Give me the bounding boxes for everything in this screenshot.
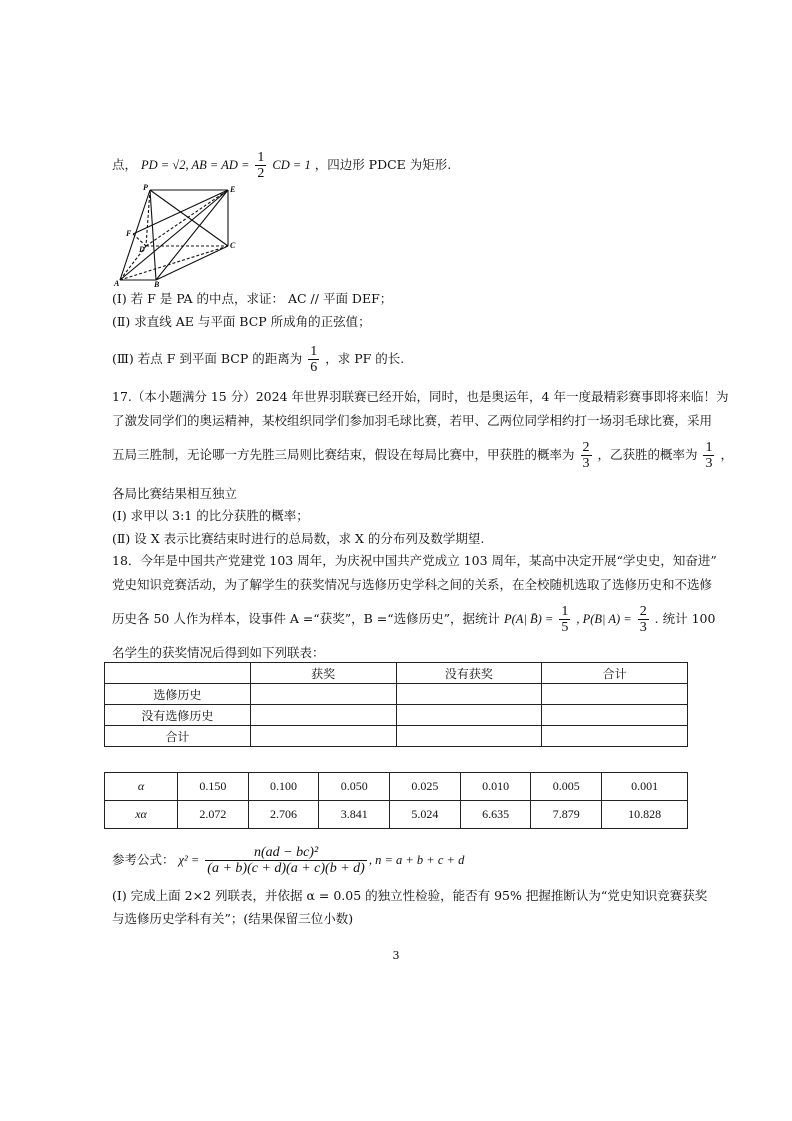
- label-e: E: [230, 185, 236, 194]
- table-cell: [542, 705, 688, 726]
- page-number: 3: [392, 949, 400, 962]
- x-label: xα: [105, 801, 178, 829]
- q17-line2: 了激发同学们的奥运精神，某校组织同学们参加羽毛球比赛，若甲、乙两位同学相约打一场羽毛球比赛，采用: [112, 413, 713, 428]
- q18-line3: [112, 602, 715, 636]
- edge-ac: [120, 246, 228, 280]
- edge-pa: [120, 190, 150, 280]
- table-row: [105, 705, 688, 726]
- q17-line3-suffix: ，: [720, 447, 733, 462]
- table-row: [105, 684, 688, 705]
- alpha-value: 0.050: [319, 773, 390, 801]
- q18-line4: 名学生的获奖情况后得到如下列联表：: [112, 645, 325, 660]
- chi-num: n(ad − bc)²: [205, 845, 367, 861]
- table-cell: [250, 726, 396, 747]
- chi-fraction: [205, 845, 367, 876]
- table-cell: [396, 705, 542, 726]
- q16-part3-frac-den: 6: [310, 360, 318, 375]
- table-row-label: 没有选修历史: [105, 705, 251, 726]
- q17-line3-prefix: 五局三胜制，无论哪一方先胜三局则比赛结束，假设在每局比赛中，甲获胜的概率为: [112, 447, 575, 462]
- q16-cond-suffix: ，四边形 PDCE 为矩形.: [314, 157, 452, 172]
- q17-lose-num: 1: [705, 440, 713, 455]
- q16-part3-prefix: (Ⅲ) 若点 F 到平面 BCP 的距离为: [112, 351, 303, 366]
- table-cell: [396, 684, 542, 705]
- label-c: C: [230, 241, 236, 250]
- q16-cond-prefix: 点，: [112, 157, 138, 172]
- alpha-value: 0.010: [460, 773, 531, 801]
- q18-part1-line1: (Ⅰ) 完成上面 2×2 列联表，并依据 α = 0.05 的独立性检验，能否有 95% 把握推断认为“党史知识竞赛获奖: [112, 888, 708, 903]
- label-p: P: [143, 184, 148, 192]
- label-a: A: [114, 279, 120, 288]
- q16-part2: (Ⅱ) 求直线 AE 与平面 BCP 所成角的正弦值；: [112, 314, 371, 329]
- q18-line2: 党史知识竞赛活动，为了解学生的获奖情况与选修历史学科之间的关系，在全校随机选取了选修历史和不选修: [112, 577, 713, 592]
- label-f: F: [126, 229, 132, 238]
- q16-part3: [112, 342, 404, 376]
- table-row-label: 选修历史: [105, 684, 251, 705]
- q17-line3: [112, 438, 733, 472]
- reference-formula: [112, 842, 464, 878]
- q17-win-den: 3: [582, 456, 590, 471]
- alpha-label: α: [105, 773, 178, 801]
- q18-p1-fraction: [559, 604, 570, 635]
- q18-p1-den: 5: [561, 620, 569, 635]
- q18-p1-num: 1: [561, 604, 569, 619]
- x-value: 5.024: [390, 801, 461, 829]
- table-header-cell: 获奖: [250, 663, 396, 684]
- alpha-row: [105, 773, 688, 801]
- q16-part1: (Ⅰ) 若 F 是 PA 的中点，求证： AC // 平面 DEF；: [112, 291, 393, 306]
- alpha-value: 0.001: [602, 773, 688, 801]
- x-value: 6.635: [460, 801, 531, 829]
- q17-part2: (Ⅱ) 设 X 表示比赛结束时进行的总局数，求 X 的分布列及数学期望.: [112, 531, 485, 546]
- table-cell: [250, 705, 396, 726]
- table-row-label: 合计: [105, 726, 251, 747]
- q16-cond-fraction: [255, 150, 266, 181]
- x-value: 3.841: [319, 801, 390, 829]
- alpha-value: 0.005: [531, 773, 602, 801]
- edge-pc: [150, 190, 228, 246]
- table-row: [105, 726, 688, 747]
- x-value: 2.072: [178, 801, 249, 829]
- q18-p2-den: 3: [639, 620, 647, 635]
- x-value: 2.706: [248, 801, 319, 829]
- table-cell: [542, 684, 688, 705]
- geometry-figure: [110, 184, 240, 288]
- x-row: [105, 801, 688, 829]
- chi-label: χ² =: [178, 853, 200, 867]
- q17-part1: (Ⅰ) 求甲以 3:1 的比分获胜的概率；: [112, 508, 309, 523]
- q16-cond-frac-num: 1: [257, 150, 265, 165]
- q18-line3-suffix: . 统计 100: [654, 611, 716, 626]
- q16-part3-suffix: ，求 PF 的长.: [325, 351, 405, 366]
- q17-line1: 17.（本小题满分 15 分）2024 年世界羽联赛已经开始，同时，也是奥运年，4 年一度最精彩赛事即将来临！为: [112, 389, 729, 404]
- q16-cond-formula-a: PD = √2, AB = AD =: [141, 158, 250, 172]
- x-value: 10.828: [602, 801, 688, 829]
- edge-pb: [150, 190, 156, 280]
- table-cell: [250, 684, 396, 705]
- q17-line4: 各局比赛结果相互独立: [112, 486, 238, 501]
- ref-label: 参考公式：: [112, 852, 175, 867]
- q18-p2-num: 2: [639, 604, 647, 619]
- contingency-table: [104, 662, 688, 747]
- q18-line3-prefix: 历史各 50 人作为样本，设事件 A =“获奖”，B =“选修历史”，据统计: [112, 611, 500, 626]
- edge-bc: [156, 246, 228, 280]
- alpha-value: 0.025: [390, 773, 461, 801]
- critical-value-table: [104, 772, 688, 829]
- edge-be: [156, 190, 228, 280]
- q18-p2-fraction: [638, 604, 649, 635]
- label-b: B: [154, 280, 160, 288]
- chi-den: (a + b)(c + d)(a + c)(b + d): [207, 861, 365, 876]
- q17-lose-prob: [703, 440, 714, 471]
- q16-part3-frac-num: 1: [310, 344, 318, 359]
- table-header-cell: 合计: [542, 663, 688, 684]
- q17-win-prob: [581, 440, 592, 471]
- q17-lose-den: 3: [705, 456, 713, 471]
- table-header-cell: [105, 663, 251, 684]
- label-d: D: [139, 245, 145, 254]
- q16-part3-fraction: [308, 344, 319, 375]
- x-value: 7.879: [531, 801, 602, 829]
- q17-win-num: 2: [582, 440, 590, 455]
- alpha-value: 0.150: [178, 773, 249, 801]
- alpha-value: 0.100: [248, 773, 319, 801]
- q17-line3-mid: ，乙获胜的概率为: [597, 447, 698, 462]
- table-cell: [396, 726, 542, 747]
- q18-line1: 18．今年是中国共产党建党 103 周年，为庆祝中国共产党成立 103 周年，某高中决定开展“学史史，知奋进”: [112, 553, 717, 568]
- q18-p2-label: , P(B| A) =: [576, 612, 632, 626]
- q16-condition: [112, 148, 451, 182]
- q18-p1-label: P(A| B̄) =: [503, 612, 554, 626]
- q18-part1-line2: 与选修历史学科有关”；(结果保留三位小数): [112, 911, 354, 926]
- q16-cond-frac-den: 2: [257, 166, 265, 181]
- chi-n: , n = a + b + c + d: [368, 853, 465, 867]
- table-header-cell: 没有获奖: [396, 663, 542, 684]
- table-header-row: [105, 663, 688, 684]
- edge-pd: [146, 190, 150, 246]
- q16-cond-formula-b: CD = 1: [272, 158, 311, 172]
- table-cell: [542, 726, 688, 747]
